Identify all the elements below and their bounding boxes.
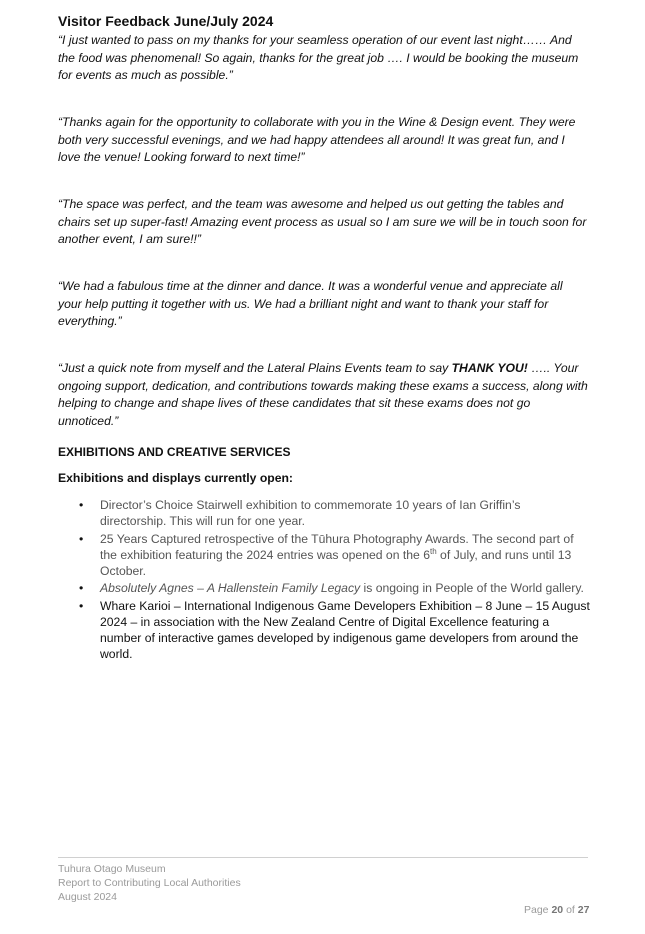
page-title: Visitor Feedback June/July 2024 — [58, 13, 274, 29]
page-label: Page — [524, 904, 549, 916]
list-item-text: Whare Karioi – International Indigenous Game Developers Exhibition – 8 June – 15 August 2024 – in association with the New Zealand Centre of Digital Excellence featuring a number of interactive games developed by indigenous game developers from around the world. — [100, 598, 590, 661]
quote-text: “Just a quick note from myself and the Lateral Plains Events team to say — [58, 361, 452, 375]
bullet-icon: • — [79, 581, 84, 595]
list-item-text: 25 Years Captured retrospective of the Tūhura Photography Awards. The second part of the exhibition featuring the 2024 entries was opened on the 6 — [100, 531, 574, 562]
list-item — [58, 580, 590, 596]
ordinal-suffix: th — [429, 546, 437, 556]
bullet-icon: • — [79, 498, 84, 512]
bullet-icon: • — [79, 598, 84, 613]
bullet-icon: • — [79, 531, 84, 546]
feedback-quote: “The space was perfect, and the team was awesome and helped us out getting the tables and chairs set up super-fast! Amazing event process as usual so I am sure we will be in touch soon for another event, I am sure!!” — [58, 197, 587, 246]
section-heading: EXHIBITIONS AND CREATIVE SERVICES — [58, 445, 291, 459]
list-item — [58, 598, 590, 662]
list-item-text: of July, and runs until 13 October. — [100, 547, 572, 578]
footer-date: August 2024 — [58, 891, 117, 903]
feedback-quote: “Thanks again for the opportunity to collaborate with you in the Wine & Design event. They were both very successful evenings, and we had happy attendees all around! It was great fun, and I love the venue! Looking forward to next time!” — [58, 115, 576, 164]
list-item — [58, 497, 590, 529]
page-current: 20 — [551, 904, 564, 916]
quote-emphasis: THANK YOU! — [451, 361, 528, 375]
footer-report-title: Report to Contributing Local Authorities — [58, 877, 241, 889]
exhibition-title: Absolutely Agnes – A Hallenstein Family Legacy — [100, 581, 361, 595]
footer-divider — [58, 857, 588, 858]
feedback-quote — [58, 360, 588, 430]
list-item-text: is ongoing in People of the World gallery. — [360, 581, 584, 595]
quote-text: ….. Your ongoing support, dedication, and contributions towards making these exams a success, along with helping to change and shape lives of these candidates that sit these exams does not go unnoticed.” — [58, 361, 588, 428]
feedback-quote: “We had a fabulous time at the dinner and dance. It was a wonderful venue and appreciate all your help putting it together with us. We had a brilliant night and want to thank your staff for everything.” — [58, 279, 563, 328]
page-number — [524, 904, 589, 916]
list-item — [58, 531, 590, 579]
footer — [58, 862, 241, 904]
exhibitions-subheading: Exhibitions and displays currently open: — [58, 471, 293, 485]
page-of: of — [566, 904, 575, 916]
footer-organisation: Tuhura Otago Museum — [58, 863, 166, 875]
feedback-quote: “I just wanted to pass on my thanks for your seamless operation of our event last night…… And the food was phenomenal! So again, thanks for the great job …. I would be booking the museum for events as much as possible.” — [58, 33, 579, 82]
page-total: 27 — [577, 904, 590, 916]
exhibitions-list — [58, 497, 590, 663]
list-item-text: Director’s Choice Stairwell exhibition to commemorate 10 years of Ian Griffin’s directorship. This will run for one year. — [100, 498, 521, 528]
